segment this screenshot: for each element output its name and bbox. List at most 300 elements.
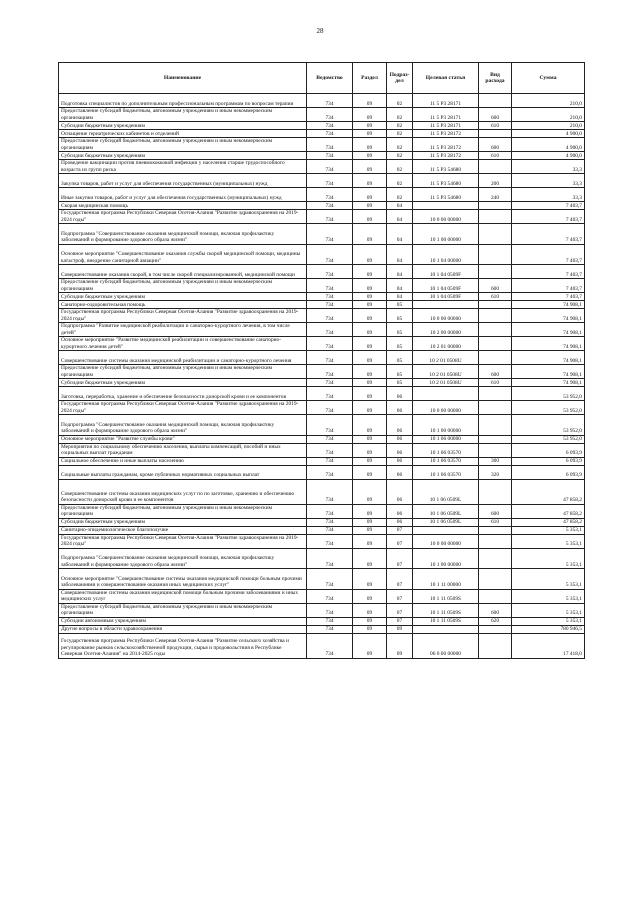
cell-name: Основное мероприятие "Развитие медицинской реабилитации и совершенствование санаторно-курортного лечения детей" <box>59 337 307 351</box>
cell-target-article: 11 5 P3 54680 <box>413 188 479 202</box>
cell-amount: 53 952,0 <box>512 435 585 443</box>
cell-name: Социальные выплаты гражданам, кроме публичных нормативных социальных выплат <box>59 465 307 479</box>
cell-department: 734 <box>307 526 353 534</box>
cell-expense-type <box>479 94 512 108</box>
cell-subsection: 06 <box>387 435 413 443</box>
cell-expense-type <box>479 130 512 138</box>
cell-department: 734 <box>307 548 353 569</box>
cell-name: Основное мероприятие "Совершенствование оказания службы скорой медицинской помощи, медицины катастроф, внедрение санитарной авиации" <box>59 244 307 265</box>
cell-name: Подпрограмма "Развитие медицинской реабилитации и санаторно-курортного лечения, в том числе детей" <box>59 323 307 337</box>
table-row <box>59 443 585 457</box>
table-row <box>59 534 585 548</box>
header-department: Ведомство <box>307 63 353 94</box>
cell-expense-type: 200 <box>479 174 512 188</box>
cell-subsection: 06 <box>387 457 413 465</box>
cell-amount: 74 908,1 <box>512 351 585 365</box>
cell-expense-type: 610 <box>479 122 512 130</box>
cell-subsection: 05 <box>387 379 413 387</box>
cell-target-article: 11 5 P3 28171 <box>413 108 479 122</box>
cell-target-article <box>413 202 479 210</box>
cell-amount: 5 353,1 <box>512 589 585 603</box>
cell-expense-type <box>479 548 512 569</box>
cell-department: 734 <box>307 108 353 122</box>
cell-subsection: 07 <box>387 548 413 569</box>
cell-amount: 5 353,1 <box>512 548 585 569</box>
cell-amount: 7 403,7 <box>512 224 585 245</box>
cell-expense-type: 610 <box>479 518 512 526</box>
cell-target-article: 10 1 04 0509F <box>413 279 479 293</box>
cell-target-article <box>413 387 479 401</box>
cell-amount: 6 093,9 <box>512 457 585 465</box>
cell-department: 734 <box>307 224 353 245</box>
cell-section: 09 <box>353 224 387 245</box>
cell-amount: 210,0 <box>512 94 585 108</box>
cell-section: 09 <box>353 309 387 323</box>
cell-expense-type: 620 <box>479 617 512 625</box>
cell-amount: 4 900,0 <box>512 130 585 138</box>
cell-name: Предоставление субсидий бюджетным, автономным учреждениям и иным некоммерческим организациям <box>59 108 307 122</box>
cell-section: 09 <box>353 589 387 603</box>
cell-expense-type: 600 <box>479 138 512 152</box>
cell-target-article: 10 2 01 00000 <box>413 337 479 351</box>
table-row <box>59 625 585 633</box>
cell-amount: 74 908,1 <box>512 323 585 337</box>
cell-subsection: 02 <box>387 160 413 174</box>
cell-target-article: 10 1 00 00000 <box>413 548 479 569</box>
cell-name: Проведение вакцинации против пневмококковой инфекции у населения старше трудоспособного возраста из групп риска <box>59 160 307 174</box>
cell-department: 734 <box>307 435 353 443</box>
cell-department: 734 <box>307 293 353 301</box>
table-row <box>59 265 585 279</box>
cell-expense-type <box>479 323 512 337</box>
cell-name: Государственная программа Республики Северная Осетия-Алания "Развитие здравоохранения на 2019-2024 годы" <box>59 210 307 224</box>
table-row <box>59 337 585 351</box>
cell-amount: 74 908,1 <box>512 379 585 387</box>
table-row <box>59 569 585 590</box>
cell-section: 09 <box>353 337 387 351</box>
cell-target-article: 11 5 P3 28172 <box>413 138 479 152</box>
cell-subsection: 02 <box>387 138 413 152</box>
table-row <box>59 323 585 337</box>
cell-name: Основное мероприятие "Развитие службы крови" <box>59 435 307 443</box>
cell-section: 09 <box>353 152 387 160</box>
cell-expense-type <box>479 415 512 436</box>
cell-subsection: 09 <box>387 633 413 658</box>
cell-expense-type <box>479 265 512 279</box>
cell-target-article <box>413 301 479 309</box>
cell-subsection: 04 <box>387 202 413 210</box>
table-row <box>59 387 585 401</box>
cell-name: Санитарно-эпидемиологическое благополучие <box>59 526 307 534</box>
table-row <box>59 122 585 130</box>
cell-department: 734 <box>307 323 353 337</box>
cell-amount: 53 952,0 <box>512 415 585 436</box>
cell-expense-type <box>479 210 512 224</box>
cell-amount: 74 908,1 <box>512 301 585 309</box>
cell-department: 734 <box>307 504 353 518</box>
cell-department: 734 <box>307 138 353 152</box>
cell-amount: 5 353,1 <box>512 617 585 625</box>
cell-subsection: 02 <box>387 94 413 108</box>
cell-section: 09 <box>353 625 387 633</box>
cell-section: 09 <box>353 130 387 138</box>
cell-name: Субсидии бюджетным учреждениям <box>59 379 307 387</box>
cell-section: 09 <box>353 323 387 337</box>
cell-department: 734 <box>307 415 353 436</box>
cell-section: 09 <box>353 603 387 617</box>
cell-name: Подпрограмма "Совершенствование оказания медицинской помощи, включая профилактику заболеваний и формирование здорового образа жизни" <box>59 415 307 436</box>
table-row <box>59 309 585 323</box>
cell-name: Совершенствование системы оказания медицинской реабилитации и санаторно-курортного лечения <box>59 351 307 365</box>
cell-department: 734 <box>307 152 353 160</box>
cell-target-article: 11 5 P3 28172 <box>413 130 479 138</box>
table-row <box>59 152 585 160</box>
cell-department: 734 <box>307 188 353 202</box>
cell-target-article: 10 1 11 0509S <box>413 589 479 603</box>
cell-section: 09 <box>353 415 387 436</box>
cell-expense-type <box>479 633 512 658</box>
cell-target-article: 10 1 11 0509S <box>413 617 479 625</box>
header-section: Раздел <box>353 63 387 94</box>
cell-subsection: 02 <box>387 188 413 202</box>
table-row <box>59 617 585 625</box>
table-row <box>59 365 585 379</box>
cell-target-article: 11 5 P3 54680 <box>413 160 479 174</box>
cell-section: 09 <box>353 465 387 479</box>
cell-section: 09 <box>353 301 387 309</box>
cell-section: 09 <box>353 518 387 526</box>
table-row <box>59 160 585 174</box>
cell-subsection: 06 <box>387 479 413 504</box>
cell-name: Подготовка специалистов по дополнительным профессиональным программам по вопросам терапии <box>59 94 307 108</box>
cell-subsection: 04 <box>387 265 413 279</box>
cell-section: 09 <box>353 210 387 224</box>
cell-expense-type <box>479 301 512 309</box>
cell-subsection: 06 <box>387 401 413 415</box>
cell-amount: 33,3 <box>512 188 585 202</box>
cell-name: Иные закупки товаров, работ и услуг для обеспечения государственных (муниципальных) нужд <box>59 188 307 202</box>
cell-name: Совершенствование системы оказания медицинской помощи больным прочими заболеваниями и иных медицинских услуг <box>59 589 307 603</box>
header-target-article: Целевая статья <box>413 63 479 94</box>
cell-subsection: 06 <box>387 518 413 526</box>
cell-section: 09 <box>353 457 387 465</box>
cell-section: 09 <box>353 633 387 658</box>
table-row <box>59 465 585 479</box>
cell-amount: 4 900,0 <box>512 152 585 160</box>
cell-section: 09 <box>353 160 387 174</box>
cell-section: 09 <box>353 174 387 188</box>
cell-target-article: 10 0 00 00000 <box>413 401 479 415</box>
cell-expense-type <box>479 589 512 603</box>
table-row <box>59 351 585 365</box>
cell-expense-type <box>479 387 512 401</box>
cell-department: 734 <box>307 160 353 174</box>
cell-department: 734 <box>307 244 353 265</box>
cell-expense-type: 600 <box>479 365 512 379</box>
table-row <box>59 479 585 504</box>
cell-section: 09 <box>353 351 387 365</box>
cell-name: Другие вопросы в области здравоохранения <box>59 625 307 633</box>
cell-amount: 33,3 <box>512 174 585 188</box>
cell-expense-type <box>479 224 512 245</box>
cell-section: 09 <box>353 548 387 569</box>
cell-section: 09 <box>353 244 387 265</box>
cell-department: 734 <box>307 351 353 365</box>
cell-expense-type <box>479 534 512 548</box>
cell-name: Субсидии бюджетным учреждениям <box>59 122 307 130</box>
cell-expense-type: 610 <box>479 379 512 387</box>
cell-name: Предоставление субсидий бюджетным, автономным учреждениям и иным некоммерческим организациям <box>59 504 307 518</box>
cell-amount: 6 093,9 <box>512 443 585 457</box>
cell-target-article: 10 2 00 00000 <box>413 323 479 337</box>
cell-section: 09 <box>353 188 387 202</box>
cell-name: Субсидии бюджетным учреждениям <box>59 152 307 160</box>
cell-name: Скорая медицинская помощь <box>59 202 307 210</box>
cell-section: 09 <box>353 365 387 379</box>
cell-department: 734 <box>307 387 353 401</box>
budget-table <box>58 62 585 659</box>
cell-expense-type <box>479 443 512 457</box>
cell-department: 734 <box>307 465 353 479</box>
cell-expense-type <box>479 244 512 265</box>
cell-subsection: 07 <box>387 534 413 548</box>
cell-name: Социальное обеспечение и иные выплаты населению <box>59 457 307 465</box>
cell-expense-type <box>479 479 512 504</box>
cell-name: Предоставление субсидий бюджетным, автономным учреждениям и иным некоммерческим организациям <box>59 279 307 293</box>
cell-amount: 53 952,0 <box>512 387 585 401</box>
table-row <box>59 279 585 293</box>
cell-target-article: 11 5 P3 28172 <box>413 152 479 160</box>
cell-target-article: 10 0 00 00000 <box>413 309 479 323</box>
cell-subsection: 06 <box>387 443 413 457</box>
table-row <box>59 379 585 387</box>
cell-amount: 4 900,0 <box>512 138 585 152</box>
table-row <box>59 435 585 443</box>
cell-section: 09 <box>353 279 387 293</box>
cell-subsection: 06 <box>387 504 413 518</box>
cell-amount: 7 403,7 <box>512 244 585 265</box>
cell-department: 734 <box>307 534 353 548</box>
cell-subsection: 06 <box>387 465 413 479</box>
cell-name: Санаторно-оздоровительная помощь <box>59 301 307 309</box>
cell-target-article: 10 1 00 00000 <box>413 415 479 436</box>
cell-expense-type: 610 <box>479 152 512 160</box>
cell-name: Субсидии бюджетным учреждениям <box>59 293 307 301</box>
cell-expense-type: 610 <box>479 293 512 301</box>
cell-target-article: 10 1 06 0509L <box>413 479 479 504</box>
cell-subsection: 04 <box>387 210 413 224</box>
cell-name: Государственная программа Республики Северная Осетия-Алания "Развитие здравоохранения на 2019-2024 годы" <box>59 401 307 415</box>
cell-expense-type <box>479 435 512 443</box>
cell-target-article <box>413 625 479 633</box>
cell-name: Предоставление субсидий бюджетным, автономным учреждениям и иным некоммерческим организациям <box>59 603 307 617</box>
cell-expense-type <box>479 309 512 323</box>
cell-section: 09 <box>353 526 387 534</box>
cell-department: 734 <box>307 265 353 279</box>
cell-expense-type <box>479 337 512 351</box>
cell-target-article: 10 2 01 0508U <box>413 351 479 365</box>
cell-target-article: 10 1 04 00000 <box>413 244 479 265</box>
cell-name: Государственная программа Республики Северная Осетия-Алания "Развитие сельского хозяйства и регулирование рынков сельскохозяйственной продукции, сырья и продовольствия в Республике Северная Осетия-Алания" на 2014-2025 годы <box>59 633 307 658</box>
cell-subsection: 02 <box>387 152 413 160</box>
cell-subsection: 04 <box>387 293 413 301</box>
cell-department: 734 <box>307 569 353 590</box>
cell-section: 09 <box>353 617 387 625</box>
cell-amount: 47 858,2 <box>512 518 585 526</box>
cell-target-article: 10 1 06 0509L <box>413 504 479 518</box>
table-row <box>59 174 585 188</box>
cell-name: Совершенствование оказания скорой, в том числе скорой специализированной, медицинской помощи <box>59 265 307 279</box>
header-name: Наименование <box>59 63 307 94</box>
cell-subsection: 05 <box>387 337 413 351</box>
table-row <box>59 188 585 202</box>
cell-name: Субсидии бюджетным учреждениям <box>59 518 307 526</box>
cell-department: 734 <box>307 365 353 379</box>
cell-expense-type <box>479 569 512 590</box>
table-row <box>59 504 585 518</box>
cell-section: 09 <box>353 479 387 504</box>
cell-target-article: 10 1 06 03570 <box>413 443 479 457</box>
cell-amount: 53 952,0 <box>512 401 585 415</box>
table-row <box>59 603 585 617</box>
cell-name: Предоставление субсидий бюджетным, автономным учреждениям и иным некоммерческим организациям <box>59 138 307 152</box>
table-row <box>59 138 585 152</box>
cell-subsection: 04 <box>387 224 413 245</box>
cell-department: 734 <box>307 401 353 415</box>
cell-amount: 7 403,7 <box>512 202 585 210</box>
cell-name: Закупка товаров, работ и услуг для обеспечения государственных (муниципальных) нужд <box>59 174 307 188</box>
cell-target-article: 10 1 04 0509F <box>413 265 479 279</box>
cell-section: 09 <box>353 534 387 548</box>
cell-name: Основное мероприятие "Совершенствование системы оказания медицинской помощи больным прочими заболеваниями и совершенствование оказания иных медицинских услуг" <box>59 569 307 590</box>
cell-subsection: 09 <box>387 625 413 633</box>
cell-department: 734 <box>307 617 353 625</box>
table-header-row <box>59 63 585 94</box>
cell-department: 734 <box>307 130 353 138</box>
table-row <box>59 415 585 436</box>
cell-department: 734 <box>307 94 353 108</box>
cell-subsection: 05 <box>387 323 413 337</box>
cell-target-article: 10 2 01 0508U <box>413 365 479 379</box>
cell-amount: 6 093,9 <box>512 465 585 479</box>
table-row <box>59 633 585 658</box>
cell-expense-type: 600 <box>479 279 512 293</box>
table-row <box>59 210 585 224</box>
cell-department: 734 <box>307 337 353 351</box>
cell-amount: 7 403,7 <box>512 265 585 279</box>
cell-amount: 210,0 <box>512 108 585 122</box>
cell-amount: 7 403,7 <box>512 210 585 224</box>
cell-section: 09 <box>353 504 387 518</box>
cell-name: Субсидии автономным учреждениям <box>59 617 307 625</box>
cell-section: 09 <box>353 387 387 401</box>
cell-expense-type <box>479 401 512 415</box>
cell-amount: 780 946,5 <box>512 625 585 633</box>
cell-department: 734 <box>307 279 353 293</box>
cell-department: 734 <box>307 457 353 465</box>
cell-target-article: 10 1 06 0509L <box>413 518 479 526</box>
cell-target-article: 10 1 11 00000 <box>413 569 479 590</box>
cell-subsection: 05 <box>387 301 413 309</box>
cell-department: 734 <box>307 309 353 323</box>
cell-amount: 47 858,2 <box>512 479 585 504</box>
table-row <box>59 94 585 108</box>
table-row <box>59 457 585 465</box>
cell-section: 09 <box>353 435 387 443</box>
cell-department: 734 <box>307 301 353 309</box>
cell-name: Заготовка, переработка, хранение и обеспечение безопасности донорской крови и ее компонентов <box>59 387 307 401</box>
cell-amount: 5 353,1 <box>512 603 585 617</box>
table-row <box>59 224 585 245</box>
cell-expense-type <box>479 625 512 633</box>
cell-name: Подпрограмма "Совершенствование оказания медицинской помощи, включая профилактику заболеваний и формирование здорового образа жизни" <box>59 224 307 245</box>
cell-target-article: 10 1 11 0509S <box>413 603 479 617</box>
cell-subsection: 07 <box>387 589 413 603</box>
page-number: 28 <box>316 27 324 35</box>
cell-department: 734 <box>307 379 353 387</box>
cell-department: 734 <box>307 443 353 457</box>
cell-name: Мероприятия по социальному обеспечению населения, выплаты компенсаций, пособий и иных социальных выплат гражданам <box>59 443 307 457</box>
cell-name: Государственная программа Республики Северная Осетия-Алания "Развитие здравоохранения на 2019-2024 годы" <box>59 534 307 548</box>
cell-subsection: 06 <box>387 387 413 401</box>
table-row <box>59 301 585 309</box>
cell-name: Государственная программа Республики Северная Осетия-Алания "Развитие здравоохранения на 2019-2024 годы" <box>59 309 307 323</box>
header-expense-type: Вид расхода <box>479 63 512 94</box>
cell-expense-type <box>479 351 512 365</box>
cell-name: Подпрограмма "Совершенствование оказания медицинской помощи, включая профилактику заболеваний и формирование здорового образа жизни" <box>59 548 307 569</box>
cell-department: 734 <box>307 479 353 504</box>
cell-expense-type <box>479 160 512 174</box>
cell-section: 09 <box>353 265 387 279</box>
cell-name: Оснащение гериатрических кабинетов и отделений <box>59 130 307 138</box>
cell-target-article: 10 1 04 0509F <box>413 293 479 301</box>
table-row <box>59 401 585 415</box>
table-body <box>59 94 585 659</box>
cell-amount: 74 908,1 <box>512 309 585 323</box>
table-row <box>59 244 585 265</box>
cell-target-article: 11 5 P3 28171 <box>413 94 479 108</box>
cell-department: 734 <box>307 633 353 658</box>
cell-expense-type: 300 <box>479 457 512 465</box>
cell-amount: 74 908,1 <box>512 365 585 379</box>
table-row <box>59 130 585 138</box>
cell-amount: 5 353,1 <box>512 569 585 590</box>
table-row <box>59 518 585 526</box>
cell-department: 734 <box>307 122 353 130</box>
header-amount: Сумма <box>512 63 585 94</box>
cell-section: 09 <box>353 379 387 387</box>
cell-target-article: 10 1 00 00000 <box>413 224 479 245</box>
cell-amount: 5 353,1 <box>512 534 585 548</box>
cell-subsection: 05 <box>387 365 413 379</box>
cell-subsection: 07 <box>387 526 413 534</box>
cell-target-article: 10 2 01 0508U <box>413 379 479 387</box>
table-row <box>59 202 585 210</box>
cell-subsection: 02 <box>387 130 413 138</box>
cell-name: Совершенствование системы оказания медицинских услуг по по заготовке, хранению и обеспечению безопасности донорской крови и ее компонентов <box>59 479 307 504</box>
cell-subsection: 04 <box>387 279 413 293</box>
cell-name: Предоставление субсидий бюджетным, автономным учреждениям и иным некоммерческим организациям <box>59 365 307 379</box>
cell-expense-type: 240 <box>479 188 512 202</box>
header-subsection: Подраз- дел <box>387 63 413 94</box>
cell-target-article: 10 0 00 00000 <box>413 210 479 224</box>
cell-expense-type: 600 <box>479 108 512 122</box>
cell-target-article: 10 1 06 03570 <box>413 457 479 465</box>
cell-target-article: 11 5 P3 28171 <box>413 122 479 130</box>
cell-subsection: 05 <box>387 351 413 365</box>
cell-subsection: 07 <box>387 617 413 625</box>
cell-amount: 17 418,0 <box>512 633 585 658</box>
